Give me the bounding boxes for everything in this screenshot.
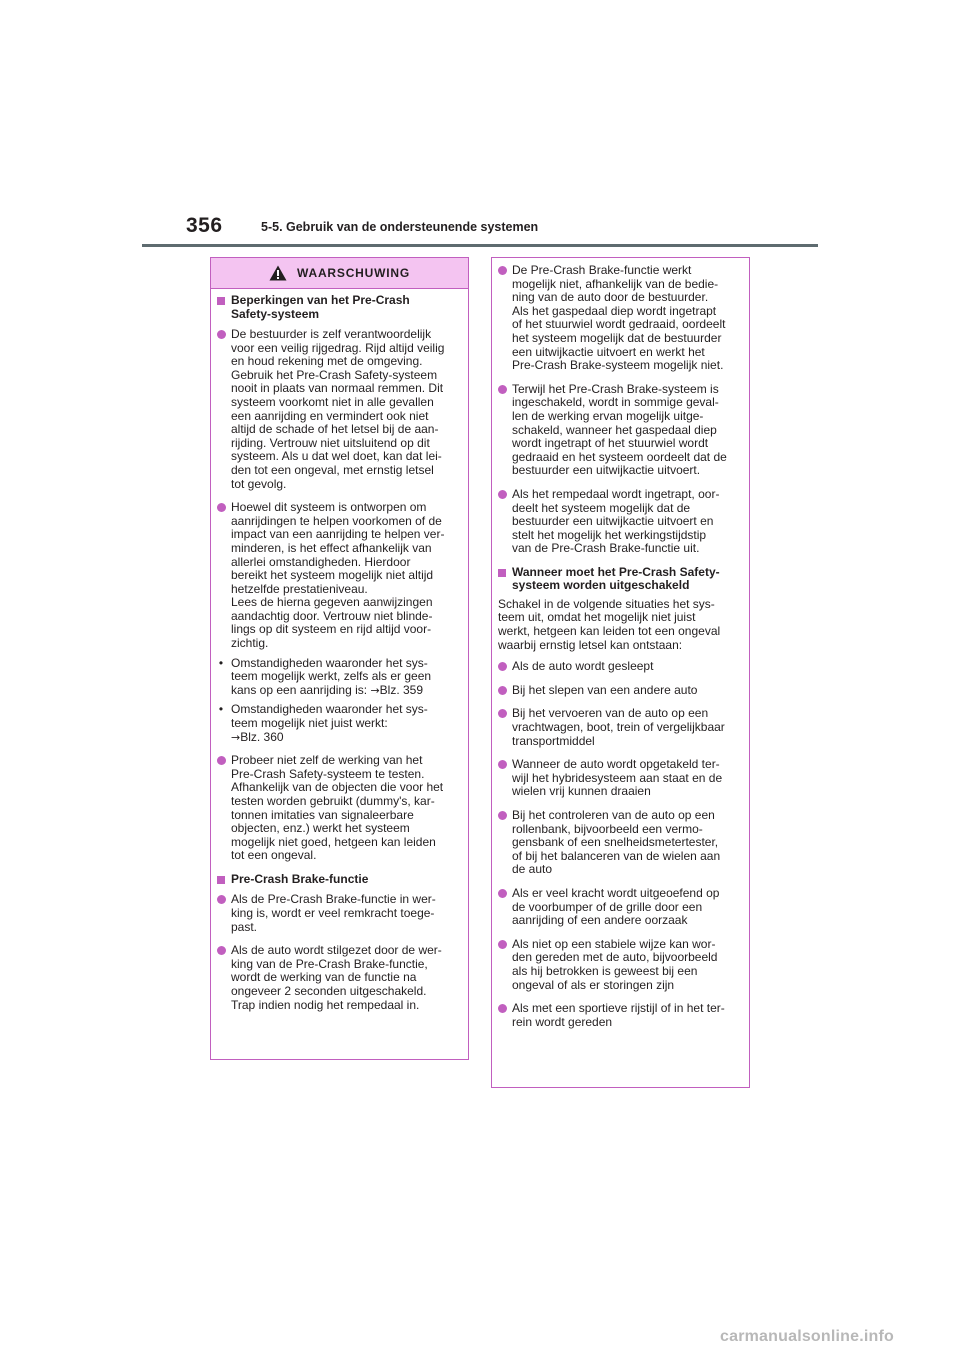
bullet-text: Bij het slepen van een andere auto: [512, 682, 698, 697]
bullet-text: De Pre-Crash Brake-functie werkt mogelijk niet, afhankelijk van de bedie- ning van de auto door de bestuurder. Als het gaspedaal diep wordt ingetrapt of het stuurwiel wordt gedraaid, oordeelt het systeem mogelijk dat de bestuurder een uitwijkactie uitvoert en werkt het Pre-Crash Brake-systeem mogelijk niet.: [512, 263, 726, 373]
bullet-text: Als niet op een stabiele wijze kan wor- den gereden met de auto, bijvoorbeeld als hij betrokken is geweest bij een ongeval of als er storingen zijn: [512, 936, 718, 992]
heading-text: Pre-Crash Brake-functie: [231, 871, 369, 886]
heading-text: Wanneer moet het Pre-Crash Safety- systeem worden uitgeschakeld: [512, 564, 720, 593]
sub-bullet-text: Omstandigheden waaronder het sys- teem mogelijk werkt, zelfs als er geen kans op een aanrijding is: →Blz. 359: [231, 655, 432, 697]
circle-bullet-icon: [498, 266, 507, 275]
bullet-item: [217, 501, 461, 651]
bullet-text: Als met een sportieve rijstijl of in het ter- rein wordt gereden: [512, 1001, 725, 1029]
bullet-text: Terwijl het Pre-Crash Brake-systeem is ingeschakeld, wordt in sommige geval- len de werking ervan mogelijk uitge- schakeld, wanneer het gaspedaal diep wordt ingetrapt of het stuurwiel wordt gedraaid en het systeem oordeelt dat de bestuurder een uitwijkactie uitvoert.: [512, 381, 727, 478]
sub-bullet-item: [217, 657, 461, 698]
page-reference-link[interactable]: Blz. 360: [240, 729, 284, 744]
bullet-item: [217, 944, 461, 1012]
bullet-text: Als de auto wordt stilgezet door de wer- king van de Pre-Crash Brake-functie, wordt de werking van de functie na ongeveer 2 seconden uitgeschakeld. Trap indien nodig het rempedaal in.: [231, 943, 442, 1012]
bullet-item: [498, 758, 742, 799]
header-rule: [142, 244, 818, 247]
circle-bullet-icon: [498, 811, 507, 820]
section-heading: [217, 294, 461, 321]
bullet-text: Wanneer de auto wordt opgetakeld ter- wijl het hybridesysteem aan staat en de wielen vrij kunnen draaien: [512, 757, 723, 799]
bullet-text: De bestuurder is zelf verantwoordelijk voor een veilig rijgedrag. Rijd altijd veilig en houd rekening met de omgeving. Gebruik het Pre-Crash Safety-systeem nooit in plaats van normaal remmen. Dit systeem voorkomt niet in alle gevallen een aanrijding en vermindert ook niet altijd de schade of het letsel bij de aan- rijding. Vertrouw niet uitsluitend op dit systeem. Als u dat wel doet, kan dat lei- den tot een ongeval, met ernstig letsel tot gevolg.: [231, 327, 445, 491]
bullet-text: Als er veel kracht wordt uitgeoefend op de voorbumper of de grille door een aanrijding of een andere oorzaak: [512, 885, 720, 928]
sub-bullet-item: [217, 703, 461, 744]
circle-bullet-icon: [217, 503, 226, 512]
bullet-item: [498, 383, 742, 478]
square-bullet-icon: [217, 297, 225, 305]
bullet-text: Probeer niet zelf de werking van het Pre-Crash Safety-systeem te testen. Afhankelijk van de objecten die voor het testen worden gebruikt (dummy's, kar- tonnen imitaties van signaleerbare objecten, enz.) werkt het systeem mogelijk niet goed, hetgeen kan leiden tot een ongeval.: [231, 753, 444, 863]
bullet-item: [217, 754, 461, 863]
watermark: carmanualsonline.info: [720, 1328, 895, 1345]
bullet-text: Bij het controleren van de auto op een rollenbank, bijvoorbeeld een vermo- gensbank of een snelheidsmetertester, of bij het balanceren van de wielen aan de auto: [512, 808, 721, 877]
circle-bullet-icon: [217, 895, 226, 904]
warning-box-right: [491, 257, 750, 1088]
bullet-item: [498, 938, 742, 992]
bullet-item: [498, 264, 742, 373]
bullet-item: [498, 660, 742, 674]
small-dot-icon: •: [218, 702, 224, 717]
warning-header: [211, 258, 468, 289]
circle-bullet-icon: [498, 709, 507, 718]
bullet-item: [498, 809, 742, 877]
warning-content-left: [211, 289, 468, 1012]
warning-content-right: [492, 258, 749, 1029]
circle-bullet-icon: [217, 946, 226, 955]
circle-bullet-icon: [498, 490, 507, 499]
small-dot-icon: •: [218, 655, 224, 670]
circle-bullet-icon: [217, 330, 226, 339]
heading-text: Beperkingen van het Pre-Crash Safety-systeem: [231, 293, 410, 321]
bullet-item: [217, 893, 461, 934]
section-heading: [217, 873, 461, 887]
circle-bullet-icon: [498, 385, 507, 394]
circle-bullet-icon: [498, 889, 507, 898]
bullet-item: [498, 488, 742, 556]
sub-bullet-text: Omstandigheden waaronder het sys- teem mogelijk niet juist werkt: →Blz. 360: [231, 702, 428, 744]
bullet-text: Hoewel dit systeem is ontworpen om aanrijdingen te helpen voorkomen of de impact van een aanrijding te helpen ver- minderen, is het effect afhankelijk van allerlei omstandigheden. Hierdoor bereikt het systeem mogelijk niet altijd hetzelfde prestatieniveau. Lees de hierna gegeven aanwijzingen aandachtig door. Vertrouw niet blinde- lings op dit systeem en rijd altijd voor- zichtig.: [231, 500, 445, 651]
bullet-text: Bij het vervoeren van de auto op een vrachtwagen, boot, trein of vergelijkbaar transportmiddel: [512, 706, 725, 748]
arrow-right-icon: →: [370, 683, 380, 697]
circle-bullet-icon: [498, 686, 507, 695]
square-bullet-icon: [498, 569, 506, 577]
circle-bullet-icon: [498, 760, 507, 769]
bullet-item: [498, 887, 742, 928]
page-reference-link[interactable]: Blz. 359: [379, 682, 424, 697]
section-heading: [498, 566, 742, 593]
circle-bullet-icon: [498, 662, 507, 671]
warning-box-left: [210, 257, 469, 1060]
bullet-item: [498, 707, 742, 748]
intro-paragraph: Schakel in de volgende situaties het sys- teem uit, omdat het mogelijk niet juist werkt, hetgeen kan leiden tot een ongeval waarbij ernstig letsel kan ontstaan:: [498, 596, 721, 652]
square-bullet-icon: [217, 876, 225, 884]
page-number: 356: [186, 214, 223, 237]
bullet-text: Als het rempedaal wordt ingetrapt, oor- deelt het systeem mogelijk dat de bestuurder een uitwijkactie uitvoert en stelt het mogelijk het werkingstijdstip van de Pre-Crash Brake-functie uit.: [512, 486, 720, 556]
warning-triangle-icon: [269, 265, 287, 281]
circle-bullet-icon: [217, 756, 226, 765]
section-title: 5-5. Gebruik van de ondersteunende systemen: [261, 220, 539, 234]
arrow-right-icon: →: [231, 730, 241, 744]
bullet-item: [217, 328, 461, 491]
circle-bullet-icon: [498, 940, 507, 949]
bullet-item: [498, 684, 742, 698]
bullet-text: Als de auto wordt gesleept: [512, 659, 654, 674]
circle-bullet-icon: [498, 1004, 507, 1013]
bullet-text: Als de Pre-Crash Brake-functie in wer- king is, wordt er veel remkracht toege- past.: [231, 892, 436, 934]
bullet-item: [498, 1002, 742, 1029]
warning-title: WAARSCHUWING: [297, 266, 410, 280]
